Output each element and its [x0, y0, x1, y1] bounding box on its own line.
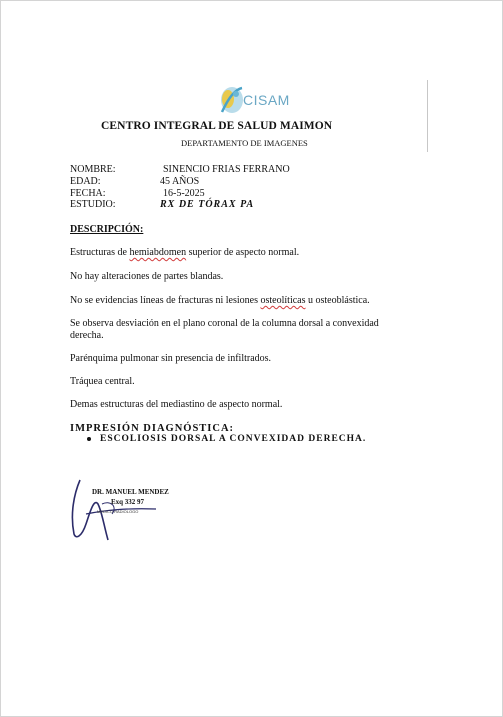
p1-text-before: Estructuras de — [70, 247, 130, 258]
description-heading: DESCRIPCIÓN: — [70, 224, 144, 235]
p3-text-before: No se evidencias líneas de fracturas ni lesiones — [70, 295, 261, 306]
study-label: ESTUDIO: — [70, 199, 116, 210]
signature-role: MEDICO RADIOLOGO — [97, 509, 139, 514]
description-paragraph-3 — [70, 295, 410, 307]
age-value: 45 AÑOS — [160, 176, 200, 187]
signature-name: DR. MANUEL MENDEZ — [92, 488, 169, 496]
p3-text-after: u osteoblástica. — [305, 295, 370, 306]
study-value: RX DE TÓRAX PA — [160, 199, 255, 210]
misspelled-word: hemiabdomen — [129, 247, 187, 258]
description-paragraph-7: Demas estructuras del mediastino de aspecto normal. — [70, 399, 283, 410]
p1-text-after: superior de aspecto normal. — [186, 247, 300, 258]
description-paragraph-6: Tráquea central. — [70, 376, 135, 387]
description-paragraph-2: No hay alteraciones de partes blandas. — [70, 271, 224, 282]
bullet-icon — [87, 437, 91, 441]
date-label: FECHA: — [70, 188, 106, 199]
signature-registration: Exq 332 97 — [111, 498, 145, 506]
age-label: EDAD: — [70, 176, 101, 187]
logo-text: CISAM — [243, 92, 290, 108]
center-title: CENTRO INTEGRAL DE SALUD MAIMON — [101, 120, 333, 132]
description-paragraph-4: Se observa desviación en el plano coronal de la columna dorsal a convexidad derecha. — [70, 318, 379, 341]
name-label: NOMBRE: — [70, 164, 116, 175]
impression-heading: IMPRESIÓN DIAGNÓSTICA: — [70, 423, 235, 434]
name-value: SINENCIO FRIAS FERRANO — [163, 164, 290, 175]
date-value: 16-5-2025 — [163, 188, 205, 199]
description-paragraph-5: Parénquima pulmonar sin presencia de infiltrados. — [70, 353, 272, 364]
description-paragraph-1 — [70, 247, 410, 259]
department-title: DEPARTAMENTO DE IMAGENES — [181, 138, 308, 148]
misspelled-word: osteolíticas — [260, 295, 306, 306]
impression-item: ESCOLIOSIS DORSAL A CONVEXIDAD DERECHA. — [100, 434, 367, 444]
margin-guide — [427, 80, 428, 152]
